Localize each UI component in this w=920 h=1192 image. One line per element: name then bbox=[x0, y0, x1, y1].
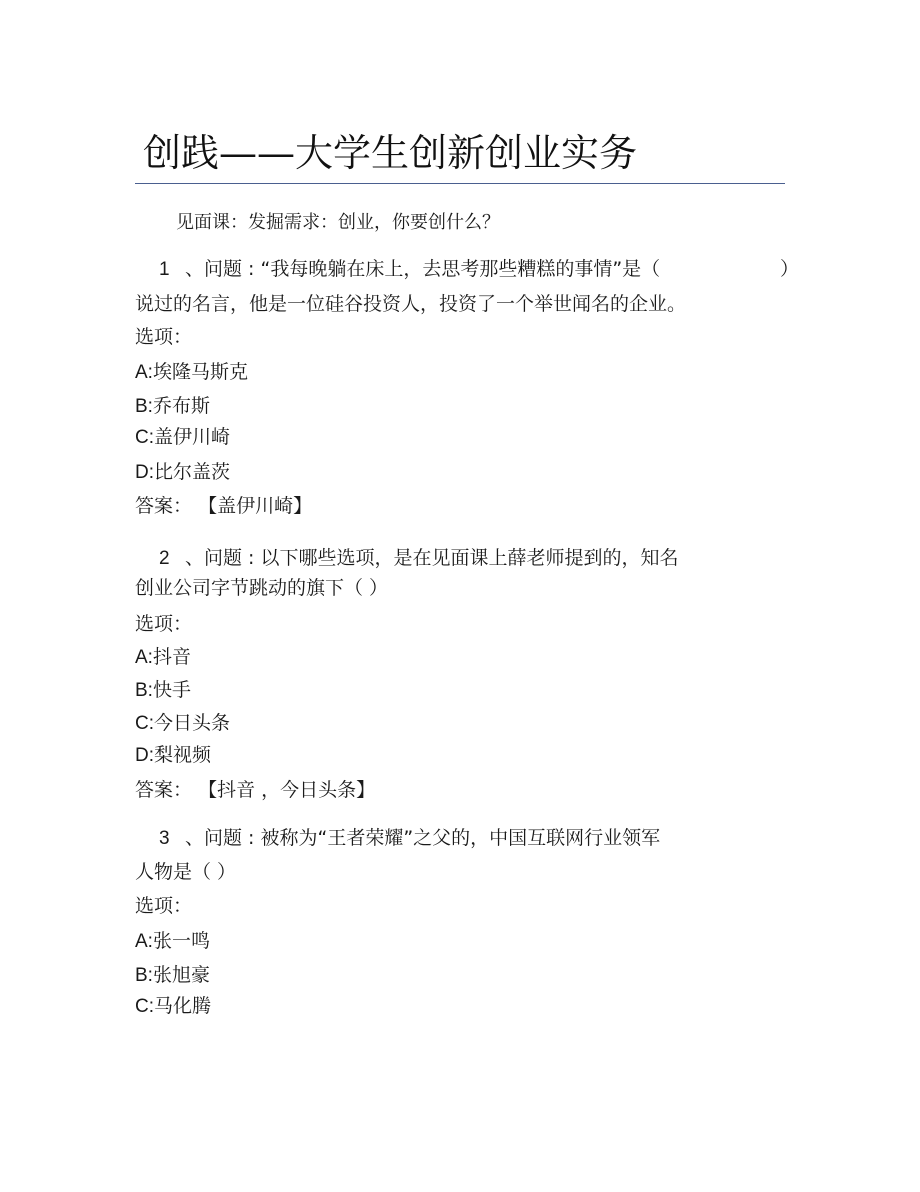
question-prefix: 、问题 : bbox=[185, 827, 261, 849]
options-label: 选项： bbox=[135, 613, 193, 635]
options-label: 选项： bbox=[135, 895, 193, 917]
question-text-line bbox=[135, 256, 660, 283]
section-heading: 见面课：发掘需求：创业，你要创什么？ bbox=[176, 212, 500, 233]
answer-value: 【抖音 ，今日头条】 bbox=[198, 779, 376, 801]
question-text-line: 人物是（ ） bbox=[135, 861, 237, 883]
option-d: D:比尔盖茨 bbox=[135, 461, 231, 483]
title-divider bbox=[135, 183, 785, 184]
option-c: C:今日头条 bbox=[135, 712, 231, 734]
question-text: 以下哪些选项，是在见面课上薛老师提到的，知名 bbox=[260, 547, 679, 569]
question-prefix: 、问题 : bbox=[185, 547, 261, 569]
answer-label: 答案： bbox=[135, 495, 193, 517]
question-number: 2 bbox=[159, 548, 170, 569]
option-a: A:张一鸣 bbox=[135, 930, 210, 952]
option-a: A:抖音 bbox=[135, 646, 191, 668]
question-text: 被称为“王者荣耀”之父的，中国互联网行业领军 bbox=[260, 827, 661, 849]
question-number: 3 bbox=[159, 828, 170, 849]
answer bbox=[135, 777, 375, 803]
question-prefix: 、问题 : bbox=[185, 258, 261, 280]
answer bbox=[135, 493, 312, 519]
question-text: “我每晚躺在床上，去思考那些糟糕的事情”是（ bbox=[260, 258, 661, 280]
question-text-line: 创业公司字节跳动的旗下（ ） bbox=[135, 577, 389, 599]
question-text-line bbox=[135, 825, 660, 852]
option-d: D:梨视频 bbox=[135, 744, 212, 766]
option-c: C:马化腾 bbox=[135, 995, 212, 1017]
options-label: 选项： bbox=[135, 326, 193, 348]
option-c: C:盖伊川崎 bbox=[135, 426, 231, 448]
question-number: 1 bbox=[159, 259, 170, 280]
option-b: B:快手 bbox=[135, 679, 191, 701]
question-text-line: 说过的名言，他是一位硅谷投资人，投资了一个举世闻名的企业。 bbox=[135, 293, 687, 315]
option-b: B:乔布斯 bbox=[135, 395, 210, 417]
answer-value: 【盖伊川崎】 bbox=[198, 495, 313, 517]
document-title: 创践——大学生创新创业实务 bbox=[143, 131, 638, 175]
option-a: A:埃隆马斯克 bbox=[135, 361, 248, 383]
blank-close-paren: ） bbox=[780, 258, 800, 280]
option-b: B:张旭豪 bbox=[135, 964, 210, 986]
question-text-line bbox=[135, 545, 679, 572]
answer-label: 答案： bbox=[135, 779, 193, 801]
